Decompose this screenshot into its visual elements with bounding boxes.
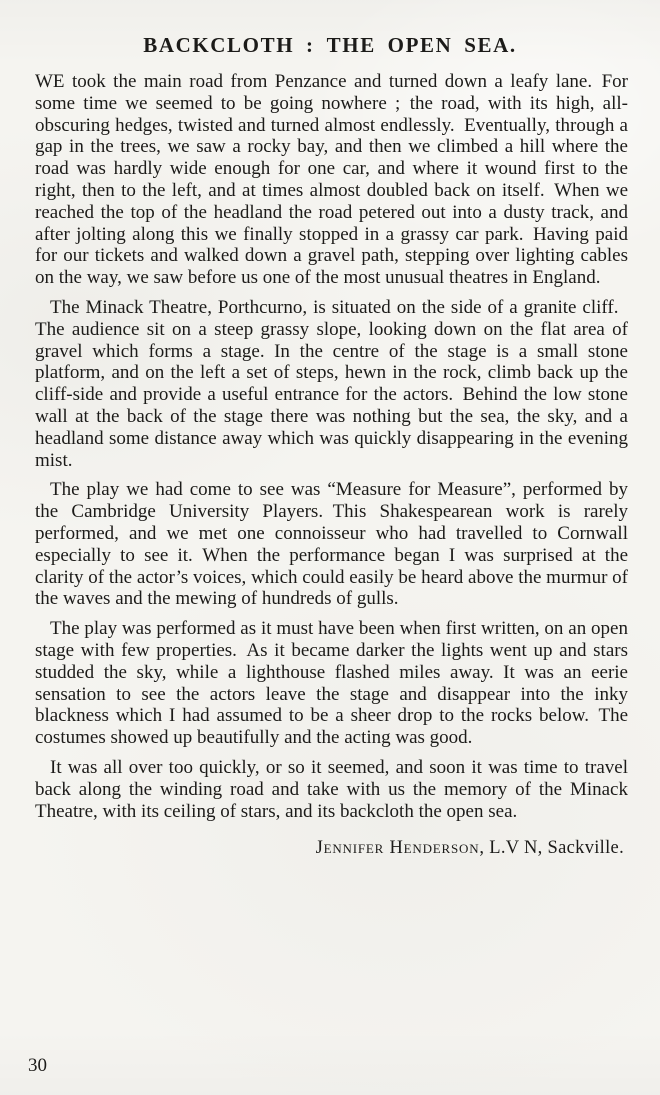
byline-author-name: Jennifer Henderson: [315, 838, 480, 859]
paragraph-3: The play we had come to see was “Measure for Measure”, performed by the Cambridge University Players. This Shakespearean work is rarely performed, and we met one connoisseur who had travelled to Cornwall especially to see it. When the performance began I was surprised at the clarity of the actor’s voices, which could easily be heard above the murmur of the waves and the mewing of hundreds of gulls.: [35, 479, 628, 610]
byline-suffix: , L.V N, Sackville.: [479, 838, 624, 859]
article-body: [35, 71, 628, 822]
paragraph-5: It was all over too quickly, or so it seemed, and soon it was time to travel back along the winding road and take with us the memory of the Minack Theatre, with its ceiling of stars, and its backcloth the open sea.: [35, 756, 628, 822]
paragraph-4: The play was performed as it must have been when first written, on an open stage with few properties. As it became darker the lights went up and stars studded the sky, while a lighthouse flashed miles away. It was an eerie sensation to see the actors leave the stage and disappear into the inky blackness which I had assumed to be a sheer drop to the rocks below. The costumes showed up beautifully and the acting was good.: [35, 618, 628, 749]
byline: [35, 838, 624, 859]
paragraph-1: WE took the main road from Penzance and turned down a leafy lane. For some time we seemed to be going nowhere ; the road, with its high, all-obscuring hedges, twisted and turned almost endlessly. Eventually, through a gap in the trees, we saw a rocky bay, and then we climbed a hill where the road was hardly wide enough for one car, and where it wound first to the right, then to the left, and at times almost doubled back on itself. When we reached the top of the headland the road petered out into a dusty track, and after jolting along this we finally stopped in a grassy car park. Having paid for our tickets and walked down a gravel path, stepping over lighting cables on the way, we saw before us one of the most unusual theatres in England.: [35, 71, 628, 289]
page-title: BACKCLOTH : THE OPEN SEA.: [143, 33, 517, 57]
paragraph-2: The Minack Theatre, Porthcurno, is situated on the side of a granite cliff. The audience sit on a steep grassy slope, looking down on the flat area of gravel which forms a stage. In the centre of the stage is a small stone platform, and on the left a set of steps, hewn in the rock, climb back up the cliff-side and provide a useful entrance for the actors. Behind the low stone wall at the back of the stage there was nothing but the sea, the sky, and a headland some distance away which was quickly disappearing in the evening mist.: [35, 296, 628, 471]
page-number: 30: [28, 1055, 47, 1076]
